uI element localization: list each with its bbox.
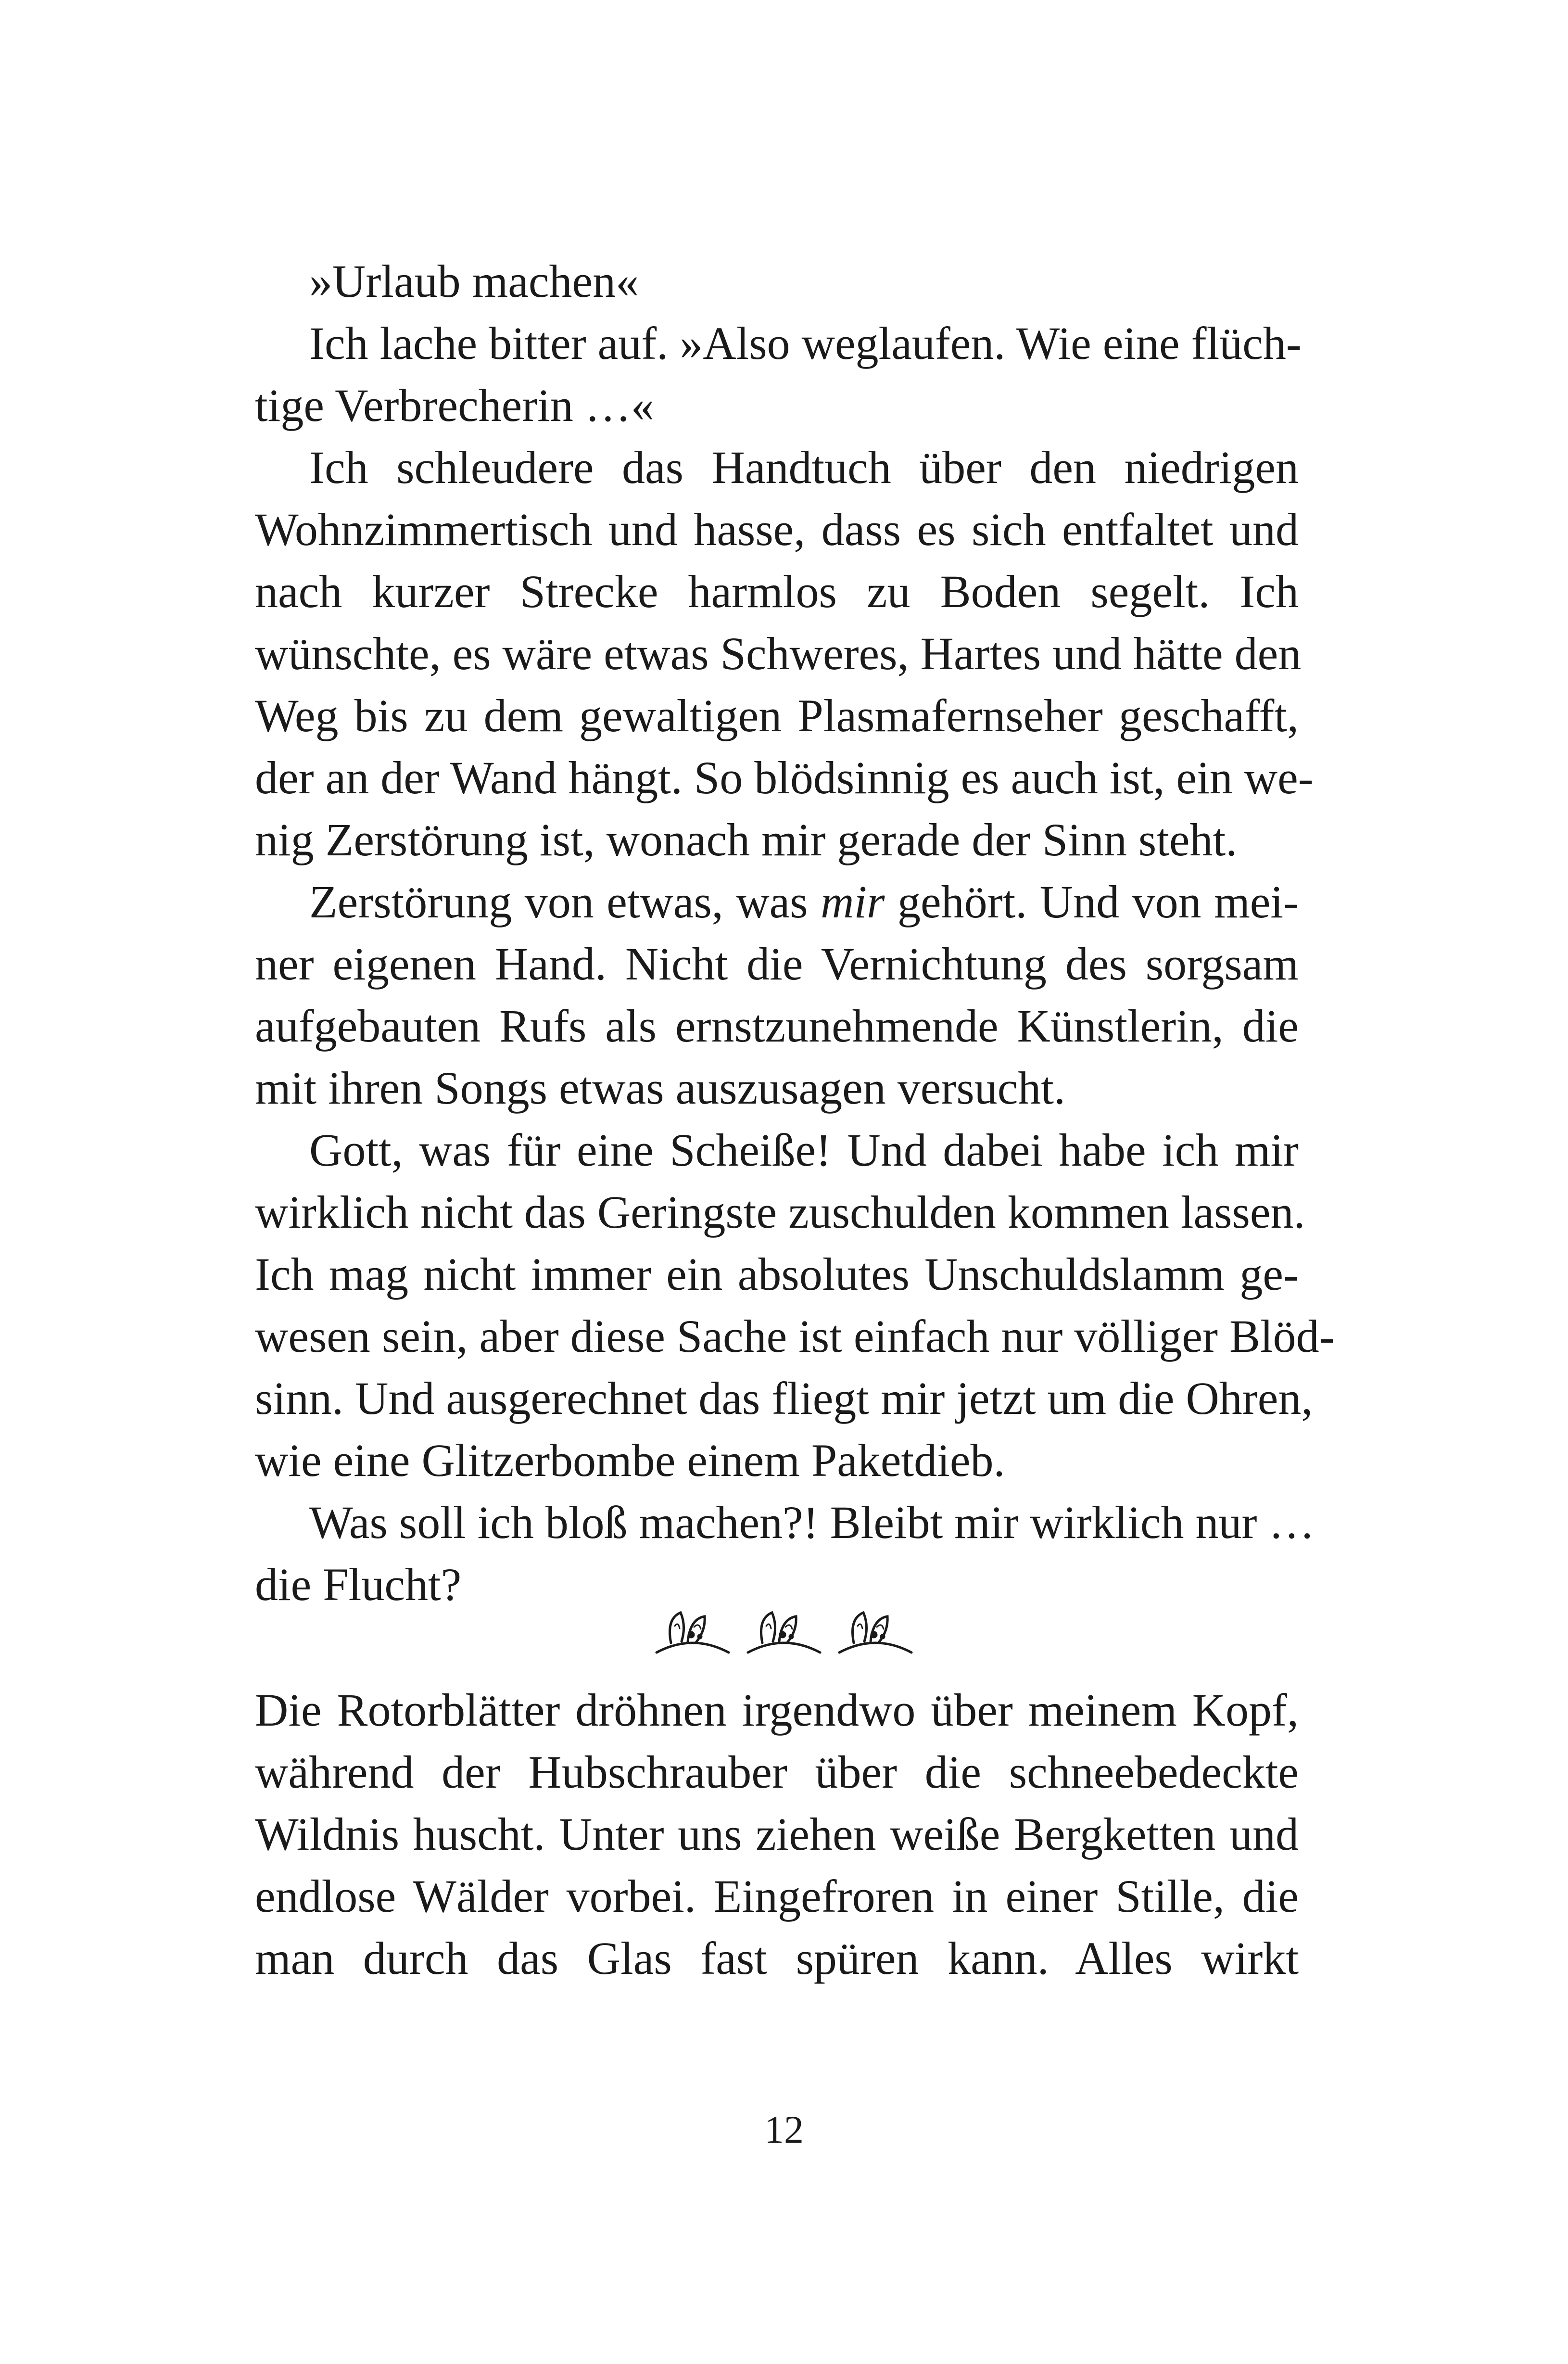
text-line: wirklich nicht das Geringste zuschulden kommen lassen. <box>255 1186 1305 1238</box>
text-line: ner eigenen Hand. Nicht die Vernichtung des sorgsam <box>255 938 1299 990</box>
text-line: Was soll ich bloß machen?! Bleibt mir wirklich nur … <box>309 1497 1315 1548</box>
text-line: wünschte, es wäre etwas Schweres, Hartes und hätte den <box>255 628 1302 679</box>
text-line: endlose Wälder vorbei. Eingefroren in einer Stille, die <box>255 1870 1299 1922</box>
text-line: Ich lache bitter auf. »Also weglaufen. Wie eine flüch- <box>309 318 1302 369</box>
text-line: man durch das Glas fast spüren kann. Alles wirkt <box>255 1932 1299 1984</box>
text-line: tige Verbrecherin …« <box>255 380 654 431</box>
text-line: nach kurzer Strecke harmlos zu Boden segelt. Ich <box>255 566 1299 617</box>
text-line: wesen sein, aber diese Sache ist einfach nur völliger Blöd- <box>255 1310 1335 1362</box>
text-line: Wildnis huscht. Unter uns ziehen weiße Bergketten und <box>255 1808 1299 1860</box>
text-line: »Urlaub machen« <box>309 255 639 307</box>
emphasized-word: mir <box>821 876 885 928</box>
text-line: Ich schleudere das Handtuch über den niedrigen <box>309 442 1299 493</box>
text-fragment: Zerstörung von etwas, was <box>309 876 821 928</box>
text-line: während der Hubschrauber über die schneebedeckte <box>255 1746 1299 1798</box>
text-fragment: gehört. Und von mei- <box>885 876 1299 928</box>
text-line: nig Zerstörung ist, wonach mir gerade der Sinn steht. <box>255 814 1238 865</box>
text-section-1 <box>255 250 1335 1615</box>
bunny-ears-divider-icon <box>647 1607 921 1660</box>
text-line-with-emphasis <box>255 871 1299 933</box>
text-line: Wohnzimmertisch und hasse, dass es sich entfaltet und <box>255 504 1299 555</box>
text-line: Weg bis zu dem gewaltigen Plasmafernseher geschafft, <box>255 690 1299 741</box>
text-section-2 <box>255 1679 1299 1989</box>
text-line: aufgebauten Rufs als ernstzunehmende Künstlerin, die <box>255 1000 1299 1052</box>
text-line: der an der Wand hängt. So blödsinnig es auch ist, ein we- <box>255 752 1314 803</box>
text-line: Gott, was für eine Scheiße! Und dabei habe ich mir <box>309 1124 1299 1176</box>
text-line: mit ihren Songs etwas auszusagen versucht. <box>255 1062 1065 1114</box>
text-line: Die Rotorblätter dröhnen irgendwo über meinem Kopf, <box>255 1684 1299 1736</box>
text-line: wie eine Glitzerbombe einem Paketdieb. <box>255 1435 1005 1486</box>
page-number: 12 <box>764 2108 804 2151</box>
text-line: sinn. Und ausgerechnet das fliegt mir jetzt um die Ohren, <box>255 1373 1313 1424</box>
text-line: Ich mag nicht immer ein absolutes Unschuldslamm ge- <box>255 1248 1299 1300</box>
text-line: die Flucht? <box>255 1559 462 1610</box>
